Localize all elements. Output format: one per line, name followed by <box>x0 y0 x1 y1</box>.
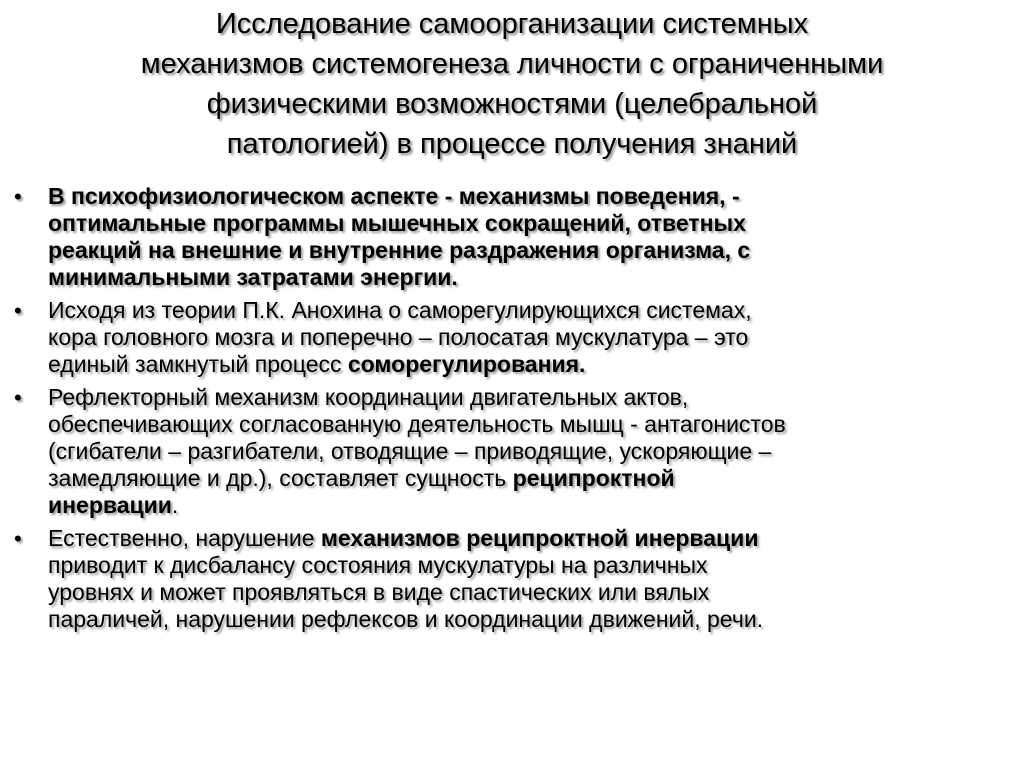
bold-text: оптимальные программы мышечных сокращений, ответных <box>48 210 746 236</box>
bullet-line <box>48 411 1010 438</box>
body-text: Естественно, нарушение <box>48 525 321 551</box>
body-text: уровнях и может проявляться в виде спастических или вялых <box>48 579 710 605</box>
bullet-marker: • <box>14 298 22 323</box>
bullet-marker: • <box>14 385 22 410</box>
bullet-marker: • <box>14 526 22 551</box>
bullet-line <box>48 183 1010 210</box>
bullet-line <box>48 324 1010 351</box>
title-line: Исследование самоорганизации системных <box>215 8 809 40</box>
bold-text: инервации <box>48 492 172 518</box>
title-line: патологией) в процессе получения знаний <box>226 128 798 160</box>
bullet-line <box>48 465 1010 492</box>
bullet-item <box>10 297 1010 378</box>
bullet-marker: • <box>14 184 22 209</box>
bullet-line <box>48 351 1010 378</box>
body-text: обеспечивающих согласованную деятельность мышц - антагонистов <box>48 411 786 437</box>
bullet-list <box>10 183 1010 639</box>
bold-text: реакций на внешние и внутренние раздражения организма, с <box>48 237 751 263</box>
bullet-line <box>48 606 1010 633</box>
bullet-line <box>48 264 1010 291</box>
slide-title <box>40 4 984 164</box>
body-text: приводит к дисбалансу состояния мускулатуры на различных <box>48 552 708 578</box>
body-text: кора головного мозга и поперечно – полосатая мускулатура – это <box>48 324 749 350</box>
bullet-item <box>10 525 1010 633</box>
bullet-line <box>48 237 1010 264</box>
body-text: (сгибатели – разгибатели, отводящие – приводящие, ускоряющие – <box>48 438 772 464</box>
bullet-line <box>48 438 1010 465</box>
title-line: физическими возможностями (целебральной <box>206 88 818 120</box>
bullet-line <box>48 210 1010 237</box>
bold-text: механизмов реципроктной инервации <box>320 525 759 551</box>
body-text: единый замкнутый процесс <box>48 351 348 377</box>
body-text: Рефлекторный механизм координации двигательных актов, <box>48 384 689 410</box>
bold-text: соморегулирования. <box>347 351 586 377</box>
bullet-line <box>48 384 1010 411</box>
body-text: Исходя из теории П.К. Анохина о саморегулирующихся системах, <box>48 297 752 323</box>
body-text: замедляющие и др.), составляет сущность <box>48 465 513 491</box>
bold-text: В психофизиологическом аспекте - механизмы поведения, - <box>48 183 740 209</box>
body-text: параличей, нарушении рефлексов и координации движений, речи. <box>48 606 764 632</box>
bullet-line <box>48 297 1010 324</box>
bullet-item <box>10 384 1010 519</box>
body-text: . <box>171 492 179 518</box>
bullet-line <box>48 492 1010 519</box>
bullet-line <box>48 552 1010 579</box>
bullet-line <box>48 525 1010 552</box>
bold-text: реципроктной <box>512 465 675 491</box>
bullet-item <box>10 183 1010 291</box>
bold-text: минимальными затратами энергии. <box>48 264 458 290</box>
bullet-line <box>48 579 1010 606</box>
title-line: механизмов системогенеза личности с ограниченными <box>140 48 884 80</box>
